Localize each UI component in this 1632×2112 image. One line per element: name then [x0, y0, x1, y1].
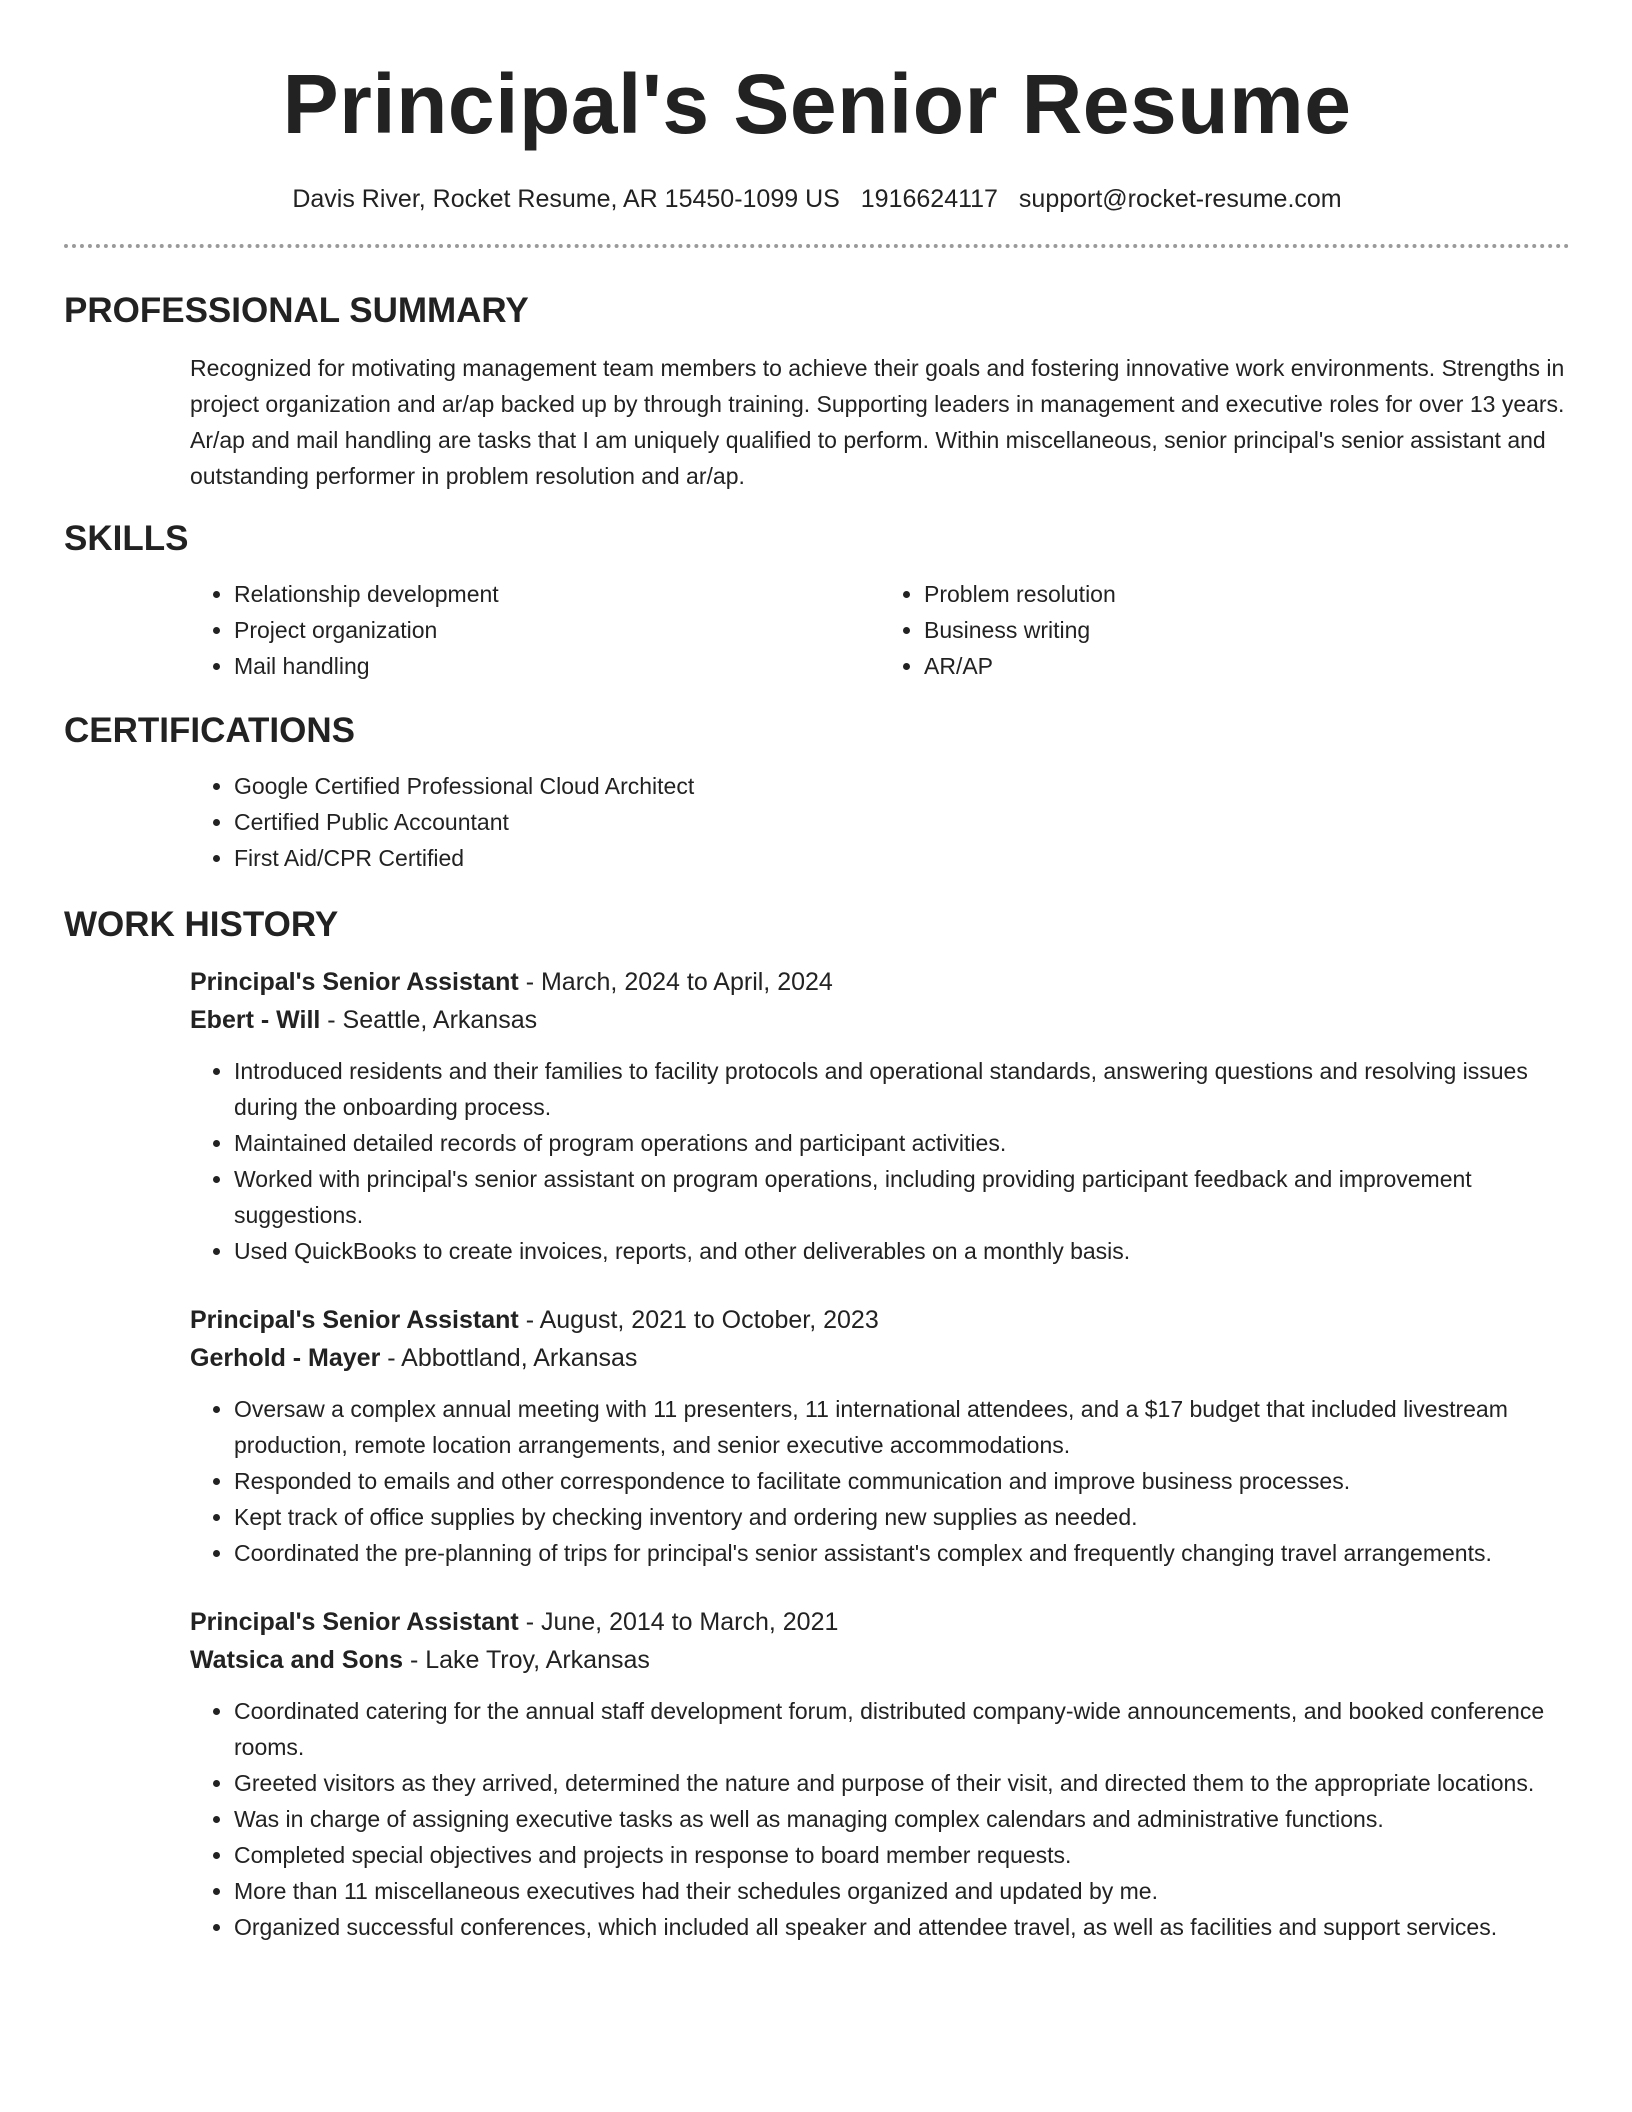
job-company-line: [190, 1001, 1570, 1039]
job-entry: [190, 963, 1570, 1269]
contact-line: [64, 184, 1570, 214]
job-dates: - August, 2021 to October, 2023: [518, 1306, 879, 1334]
job-company-line: [190, 1339, 1570, 1377]
list-item: • Coordinated the pre-planning of trips for principal's senior assistant's complex and frequently changing travel arrangements.: [234, 1535, 1570, 1571]
list-item: • Completed special objectives and projects in response to board member requests.: [234, 1837, 1570, 1873]
list-item: • Project organization: [234, 612, 880, 648]
skills-grid: [190, 576, 1570, 684]
job-company: Gerhold - Mayer: [190, 1344, 381, 1372]
summary-block: [190, 350, 1570, 494]
job-title: Principal's Senior Assistant: [190, 968, 519, 996]
list-item: • Maintained detailed records of program operations and participant activities.: [234, 1125, 1570, 1161]
certifications-block: [190, 768, 1570, 876]
job-bullets: [190, 1391, 1570, 1571]
job-dates: - June, 2014 to March, 2021: [518, 1608, 839, 1636]
job-company-line: [190, 1641, 1570, 1679]
list-item: • Relationship development: [234, 576, 880, 612]
job-company: Watsica and Sons: [190, 1646, 404, 1674]
job-title-line: [190, 1603, 1570, 1641]
contact-address: Davis River, Rocket Resume, AR 15450-1099 US: [292, 185, 840, 213]
list-item: • Greeted visitors as they arrived, determined the nature and purpose of their visit, and directed them to the appropriate locations.: [234, 1765, 1570, 1801]
job-location: - Seattle, Arkansas: [320, 1006, 538, 1034]
list-item: • Business writing: [924, 612, 1570, 648]
header-divider: [64, 244, 1570, 248]
job-bullets: [190, 1693, 1570, 1945]
section-title-skills: SKILLS: [64, 519, 189, 558]
resume-page: [64, 0, 1570, 1945]
job-title-line: [190, 1301, 1570, 1339]
list-item: • Worked with principal's senior assistant on program operations, including providing participant feedback and improvement suggestions.: [234, 1161, 1570, 1233]
certifications-list: [190, 768, 1570, 876]
list-item: • Mail handling: [234, 648, 880, 684]
resume-title: Principal's Senior Resume: [282, 57, 1352, 151]
list-item: • Google Certified Professional Cloud Architect: [234, 768, 1570, 804]
contact-email: support@rocket-resume.com: [1018, 185, 1342, 213]
list-item: • First Aid/CPR Certified: [234, 840, 1570, 876]
contact-phone: 1916624117: [860, 185, 998, 213]
list-item: • Coordinated catering for the annual staff development forum, distributed company-wide announcements, and booked conference rooms.: [234, 1693, 1570, 1765]
list-item: • AR/AP: [924, 648, 1570, 684]
skills-column-left: [190, 576, 880, 684]
list-item: • More than 11 miscellaneous executives had their schedules organized and updated by me.: [234, 1873, 1570, 1909]
list-item: • Organized successful conferences, which included all speaker and attendee travel, as well as facilities and support services.: [234, 1909, 1570, 1945]
job-dates: - March, 2024 to April, 2024: [518, 968, 833, 996]
list-item: • Was in charge of assigning executive tasks as well as managing complex calendars and administrative functions.: [234, 1801, 1570, 1837]
summary-text: Recognized for motivating management team members to achieve their goals and fostering innovative work environments. Strengths in project organization and ar/ap backed up by through training. Supporting leaders in management and executive roles for over 13 years. Ar/ap and mail handling are tasks that I am uniquely qualified to perform. Within miscellaneous, senior principal's senior assistant and outstanding performer in problem resolution and ar/ap.: [190, 355, 1565, 489]
job-entry: [190, 1603, 1570, 1945]
skills-column-right: [880, 576, 1570, 684]
list-item: • Used QuickBooks to create invoices, reports, and other deliverables on a monthly basis.: [234, 1233, 1570, 1269]
job-location: - Lake Troy, Arkansas: [403, 1646, 650, 1674]
job-title-line: [190, 963, 1570, 1001]
list-item: • Responded to emails and other correspondence to facilitate communication and improve business processes.: [234, 1463, 1570, 1499]
list-item: • Kept track of office supplies by checking inventory and ordering new supplies as needed.: [234, 1499, 1570, 1535]
section-title-summary: PROFESSIONAL SUMMARY: [64, 291, 529, 330]
job-company: Ebert - Will: [190, 1006, 321, 1034]
section-title-work-history: WORK HISTORY: [64, 905, 339, 944]
job-entry: [190, 1301, 1570, 1571]
job-bullets: [190, 1053, 1570, 1269]
list-item: • Introduced residents and their families to facility protocols and operational standards, answering questions and resolving issues during the onboarding process.: [234, 1053, 1570, 1125]
list-item: • Certified Public Accountant: [234, 804, 1570, 840]
job-location: - Abbottland, Arkansas: [380, 1344, 638, 1372]
list-item: • Problem resolution: [924, 576, 1570, 612]
job-title: Principal's Senior Assistant: [190, 1306, 519, 1334]
section-title-certifications: CERTIFICATIONS: [64, 711, 356, 750]
list-item: • Oversaw a complex annual meeting with 11 presenters, 11 international attendees, and a $17 budget that included livestream production, remote location arrangements, and senior executive accommodations.: [234, 1391, 1570, 1463]
job-title: Principal's Senior Assistant: [190, 1608, 519, 1636]
